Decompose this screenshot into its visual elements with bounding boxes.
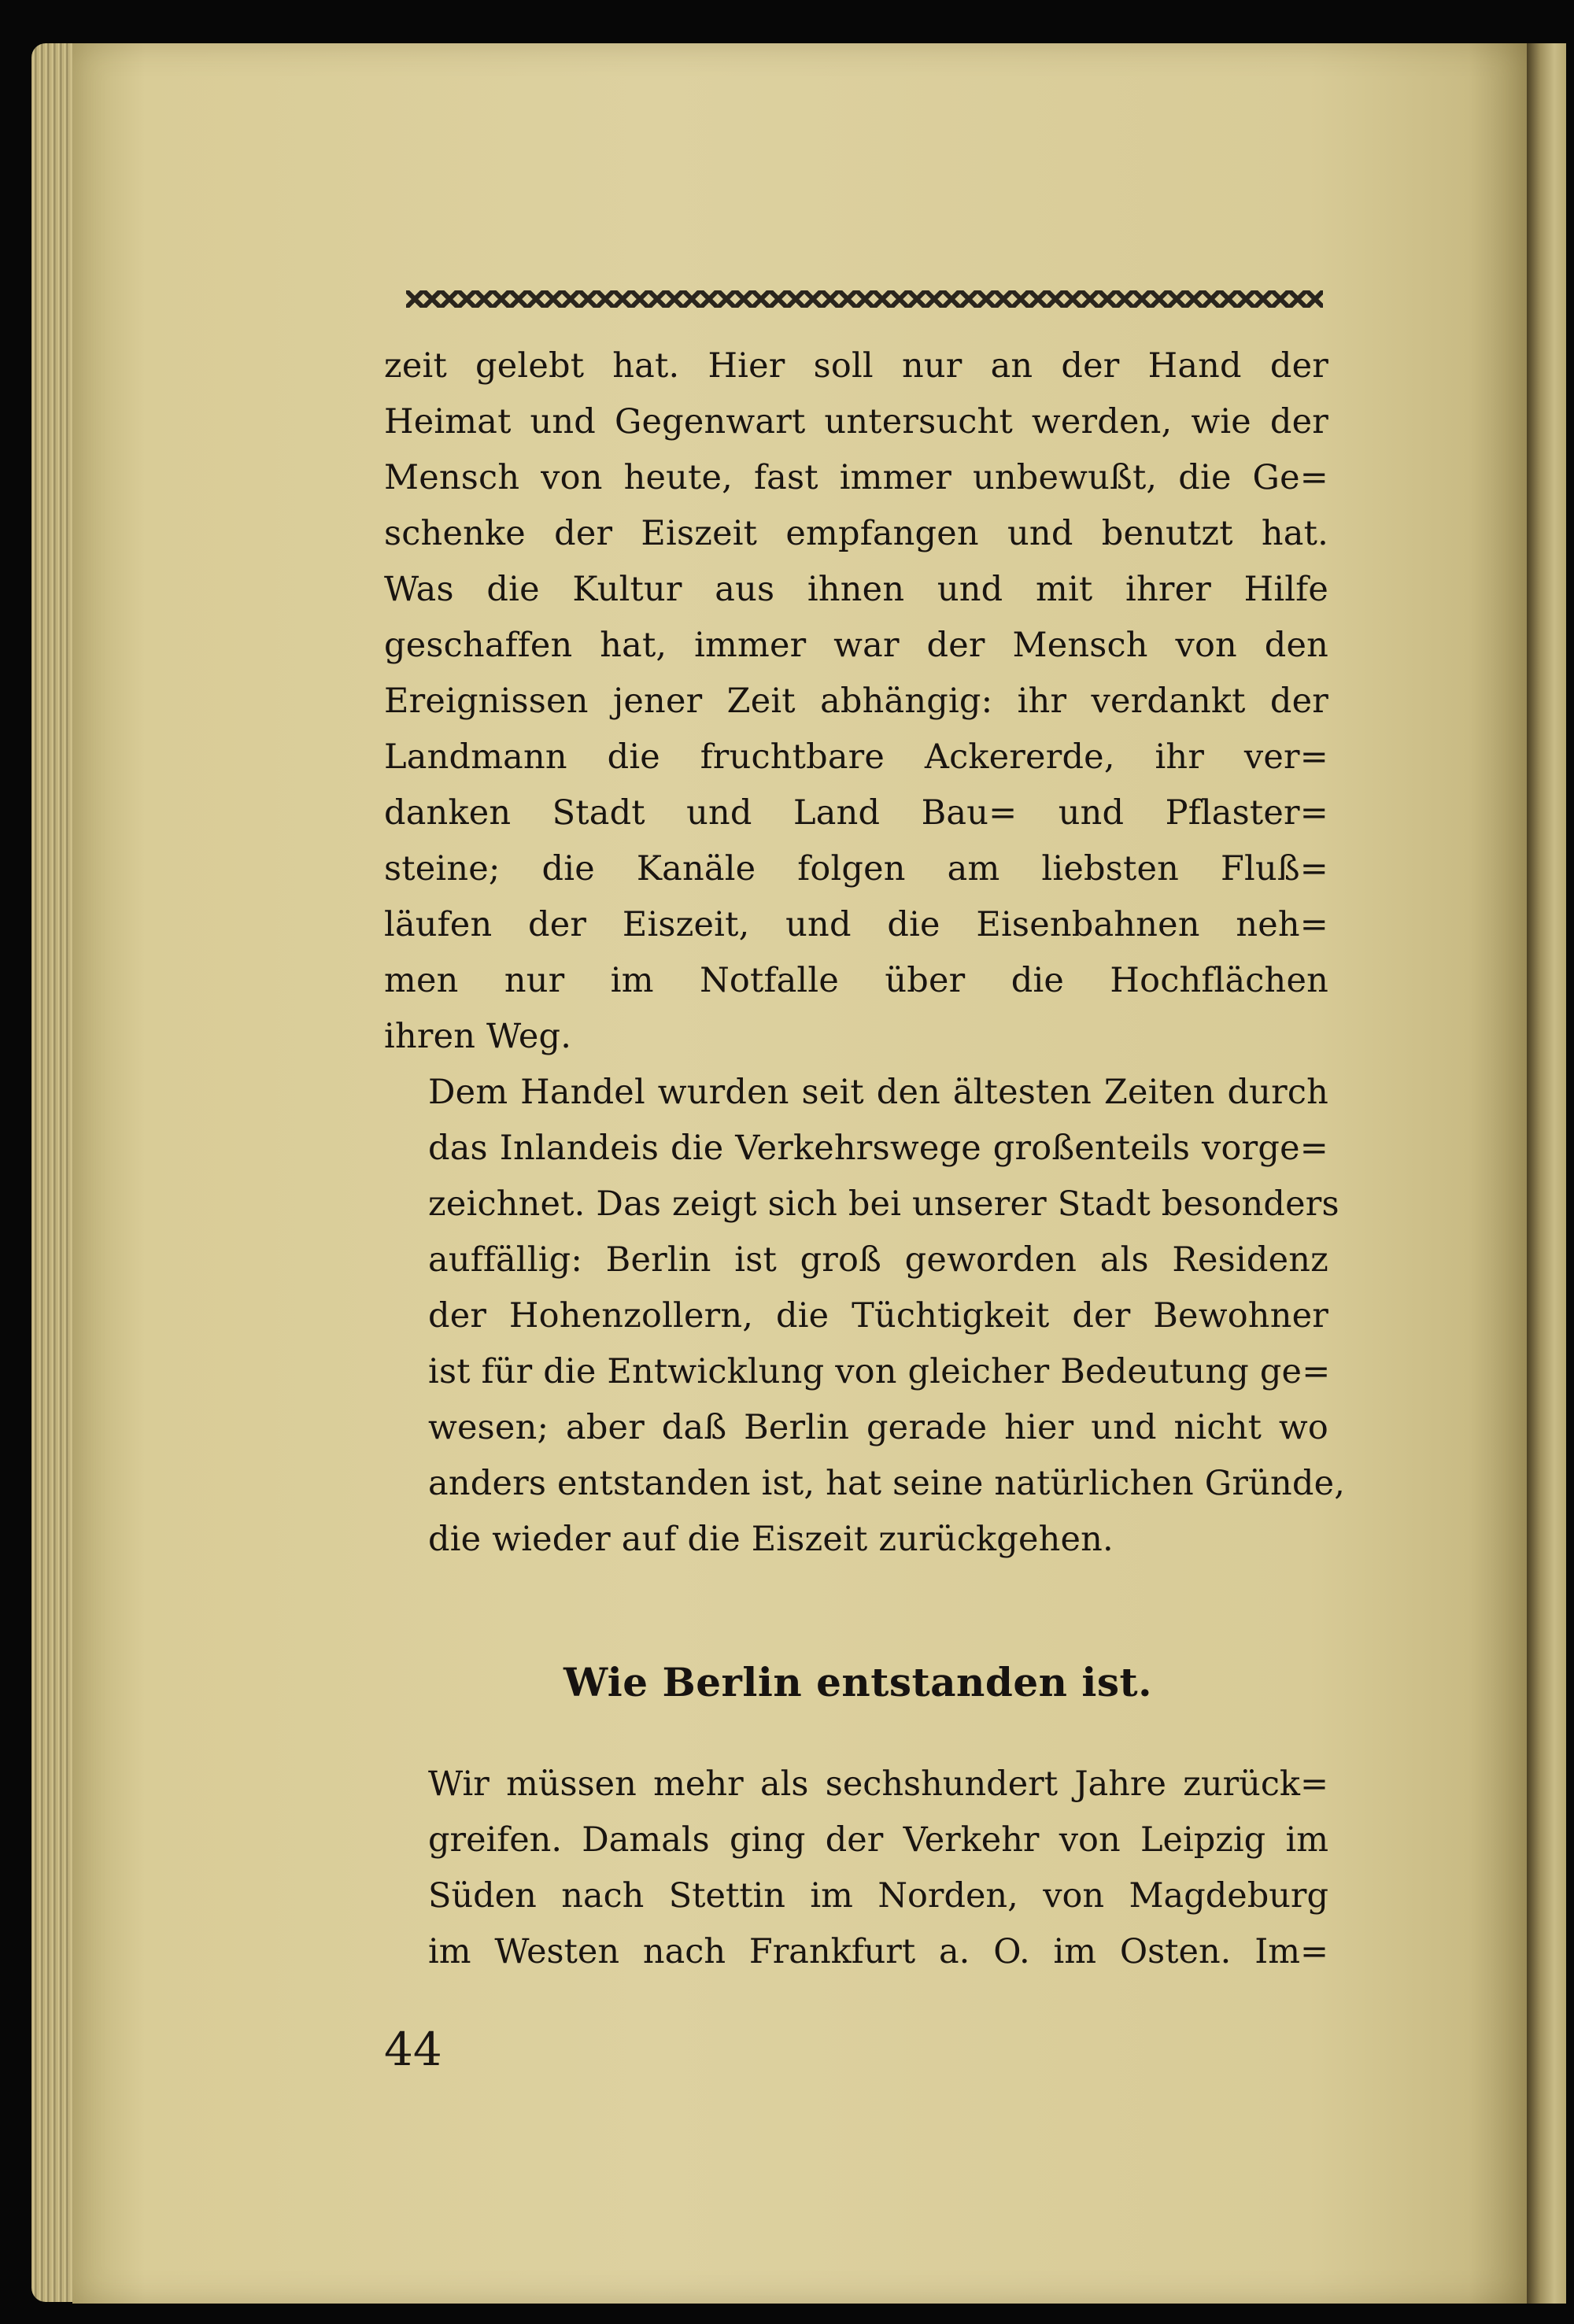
text-line: schenke der Eiszeit empfangen und benutzt hat.: [384, 514, 1328, 553]
text-line: men nur im Notfalle über die Hochflächen: [384, 961, 1328, 1000]
paragraph-1: [384, 338, 1328, 1065]
book-gutter: [1527, 43, 1566, 2304]
text-line: ihren Weg.: [384, 1017, 572, 1056]
text-line: das Inlandeis die Verkehrswege großenteils vorge=: [428, 1129, 1328, 1168]
text-line: auffällig: Berlin ist groß geworden als Residenz: [428, 1240, 1328, 1280]
text-line: Wir müssen mehr als sechshundert Jahre zurück=: [428, 1764, 1328, 1804]
text-line: geschaffen hat, immer war der Mensch von den: [384, 626, 1328, 665]
paragraph-3: [384, 1757, 1328, 1980]
text-line: die wieder auf die Eiszeit zurückgehen.: [428, 1520, 1114, 1559]
section-heading: Wie Berlin entstanden ist.: [563, 1659, 1153, 1705]
text-line: zeit gelebt hat. Hier soll nur an der Hand der: [384, 346, 1328, 386]
text-line: läufen der Eiszeit, und die Eisenbahnen neh=: [384, 905, 1328, 944]
text-line: zeichnet. Das zeigt sich bei unserer Stadt besonders: [428, 1184, 1339, 1224]
text-line: anders entstanden ist, hat seine natürlichen Gründe,: [428, 1464, 1346, 1503]
text-line: greifen. Damals ging der Verkehr von Leipzig im: [428, 1820, 1328, 1860]
text-line: Dem Handel wurden seit den ältesten Zeiten durch: [428, 1073, 1328, 1112]
main-text-block: [384, 338, 1346, 1568]
text-line: steine; die Kanäle folgen am liebsten Fluß=: [384, 849, 1328, 889]
section-text-block: [384, 1757, 1328, 1980]
text-line: danken Stadt und Land Bau= und Pflaster=: [384, 793, 1328, 833]
page-number: 44: [384, 2023, 442, 2076]
page-stack-edge: [31, 43, 79, 2302]
decorative-border: [406, 290, 1323, 308]
paragraph-2: [384, 1065, 1346, 1568]
text-line: Süden nach Stettin im Norden, von Magdeburg: [428, 1876, 1328, 1916]
text-line: Mensch von heute, fast immer unbewußt, die Ge=: [384, 458, 1328, 497]
text-line: im Westen nach Frankfurt a. O. im Osten. Im=: [428, 1932, 1328, 1971]
text-line: wesen; aber daß Berlin gerade hier und nicht wo: [428, 1408, 1328, 1447]
text-line: der Hohenzollern, die Tüchtigkeit der Bewohner: [428, 1296, 1328, 1336]
text-line: Landmann die fruchtbare Ackererde, ihr ver=: [384, 737, 1328, 777]
text-line: Heimat und Gegenwart untersucht werden, wie der: [384, 402, 1328, 442]
text-line: Was die Kultur aus ihnen und mit ihrer Hilfe: [384, 570, 1328, 609]
text-line: ist für die Entwicklung von gleicher Bedeutung ge=: [428, 1352, 1331, 1391]
text-line: Ereignissen jener Zeit abhängig: ihr verdankt der: [384, 682, 1328, 721]
